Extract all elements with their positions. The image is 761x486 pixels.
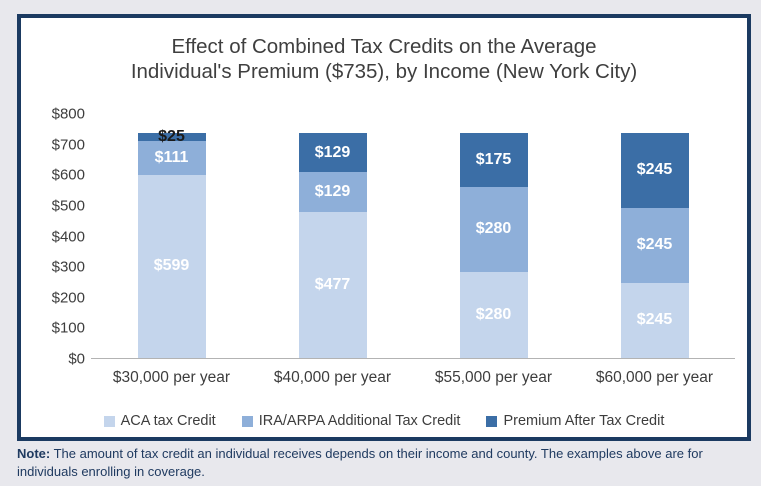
legend-label: ACA tax Credit xyxy=(120,413,216,429)
bar-segment-label: $175 xyxy=(475,150,512,168)
bar-segment-label: $245 xyxy=(636,311,673,329)
bar xyxy=(299,133,367,358)
bar xyxy=(138,127,206,358)
y-axis xyxy=(37,105,85,368)
y-axis-tick-label: $100 xyxy=(51,319,85,337)
y-axis-tick-label: $200 xyxy=(51,289,85,307)
y-axis-tick-label: $800 xyxy=(51,105,85,123)
note-label: Note: xyxy=(17,446,51,461)
legend xyxy=(21,413,747,429)
note-text: The amount of tax credit an individual receives depends on their income and county. The examples above are for individuals enrolling in coverage. xyxy=(17,446,703,479)
y-axis-tick-label: $500 xyxy=(51,197,85,215)
bar-segment-label: $129 xyxy=(314,143,351,161)
bar-segment-label: $129 xyxy=(314,183,351,201)
legend-swatch xyxy=(242,416,253,427)
legend-label: Premium After Tax Credit xyxy=(503,413,665,429)
y-axis-tick-label: $600 xyxy=(51,166,85,184)
note xyxy=(17,445,747,481)
bar-segment xyxy=(138,127,206,145)
x-axis-category-label: $60,000 per year xyxy=(595,369,714,386)
bar-segment-label: $245 xyxy=(636,236,673,254)
chart-panel xyxy=(17,14,751,441)
bar-segment xyxy=(621,208,689,283)
x-axis-category-label: $40,000 per year xyxy=(273,369,392,386)
y-axis-tick-label: $400 xyxy=(51,228,85,245)
bar-segment-label: $25 xyxy=(158,127,185,145)
bar xyxy=(460,133,528,358)
bar-segment xyxy=(299,133,367,173)
bar-segment-label: $245 xyxy=(636,161,673,179)
x-axis-category-label: $30,000 per year xyxy=(112,369,231,386)
legend-item xyxy=(104,413,216,429)
legend-item xyxy=(486,413,664,429)
bar-segment xyxy=(621,133,689,208)
legend-swatch xyxy=(104,416,115,427)
legend-swatch xyxy=(486,416,497,427)
bar xyxy=(621,133,689,358)
x-axis-category-label: $55,000 per year xyxy=(434,369,553,386)
bar-segment xyxy=(299,172,367,212)
y-axis-tick-label: $0 xyxy=(68,350,85,368)
legend-item xyxy=(242,413,461,429)
bar-segment xyxy=(299,212,367,358)
bar-segment xyxy=(460,133,528,187)
bar-segment xyxy=(460,272,528,358)
legend-label: IRA/ARPA Additional Tax Credit xyxy=(258,413,461,429)
bar-segment xyxy=(621,283,689,358)
chart-title-line-2: Individual's Premium ($735), by Income (New York City) xyxy=(130,60,638,83)
bar-segment xyxy=(138,175,206,358)
bar-segment-label: $280 xyxy=(475,306,512,324)
plot-area xyxy=(91,114,735,386)
chart-title xyxy=(21,34,747,84)
bar-segment-label: $477 xyxy=(314,275,351,293)
bar-segment-label: $599 xyxy=(153,257,190,275)
bar-segment xyxy=(460,187,528,273)
bar-segment-label: $280 xyxy=(475,220,512,238)
chart-title-line-1: Effect of Combined Tax Credits on the Average xyxy=(171,35,597,58)
y-axis-tick-label: $700 xyxy=(51,136,85,154)
bar-segment-label: $111 xyxy=(154,148,189,166)
y-axis-tick-label: $300 xyxy=(51,258,85,276)
